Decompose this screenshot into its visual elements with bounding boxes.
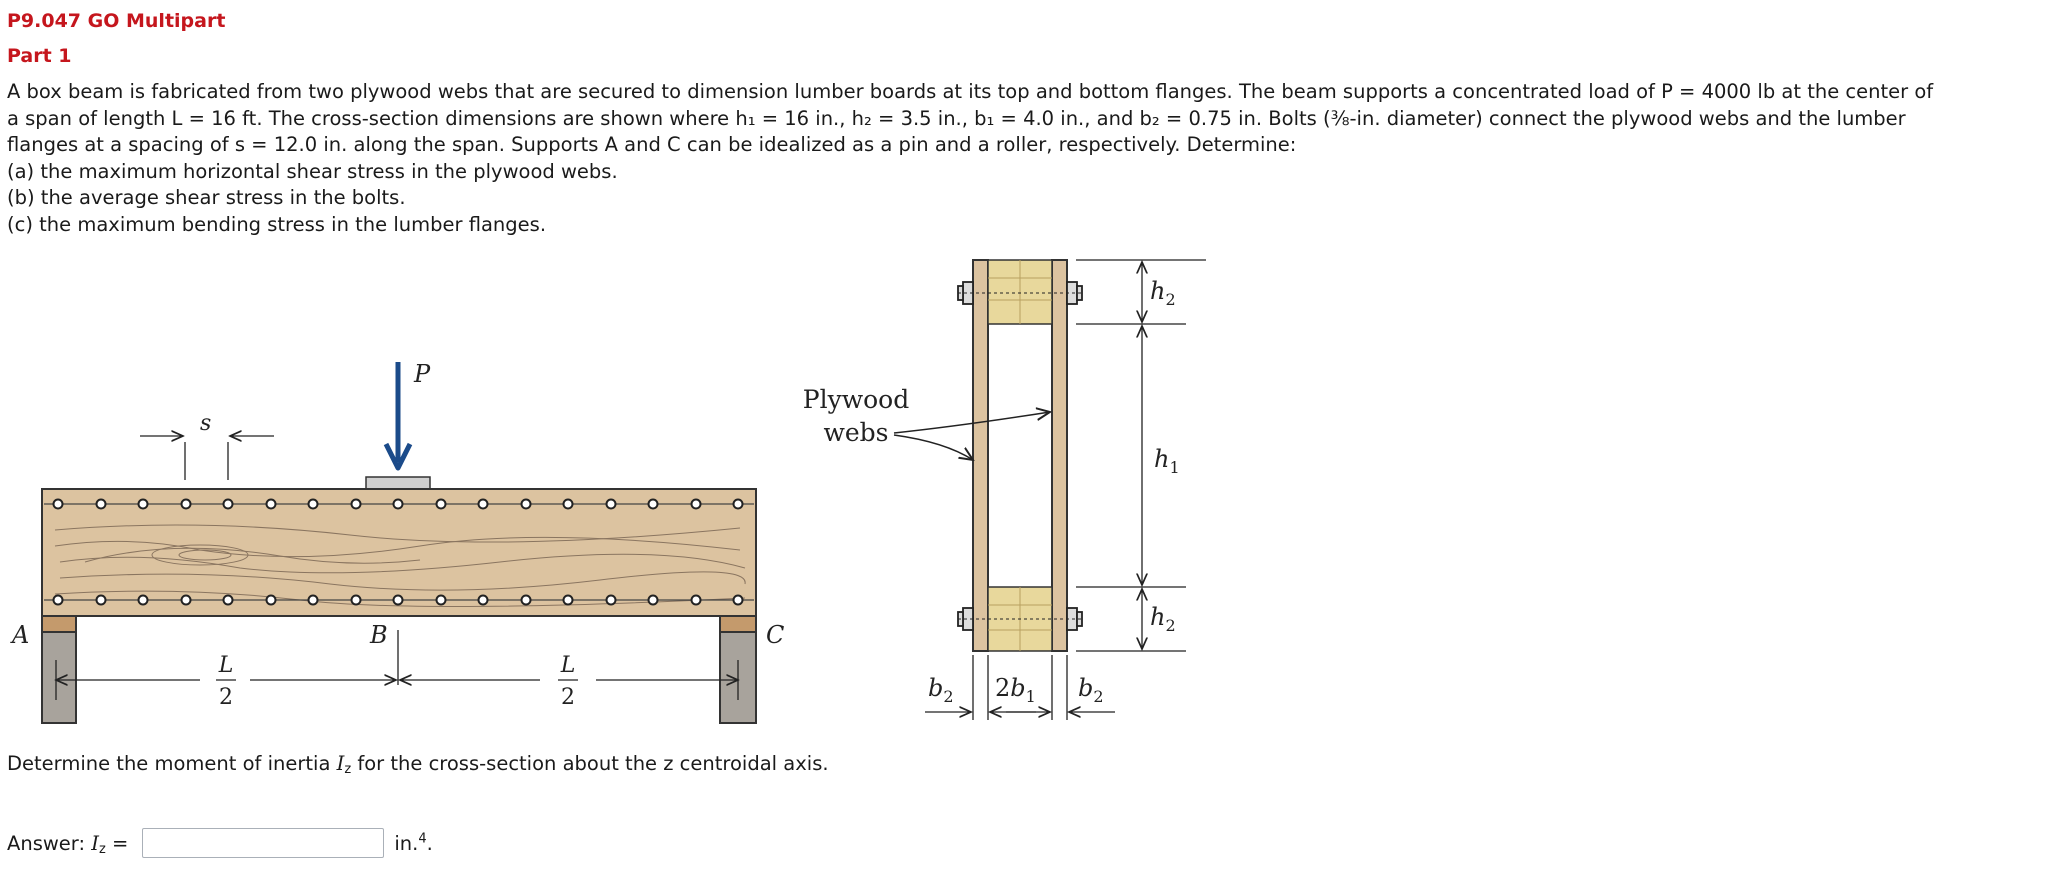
answer-label: Answer: $I_z$ = (7, 831, 129, 857)
h2-top-label: $h_2$ (1150, 277, 1176, 309)
span-half-left-den: 2 (219, 685, 233, 710)
question-a: (a) the maximum horizontal shear stress in the plywood webs. (7, 159, 618, 183)
plywood-label-line1: Plywood (802, 385, 910, 414)
span-half-right-den: 2 (561, 685, 575, 710)
b1-label: $2b_1$ (995, 674, 1036, 706)
b2-right-label: $b_2$ (1078, 674, 1104, 706)
beam-figure (0, 250, 1240, 730)
answer-unit: in.$^4$. (394, 831, 433, 855)
problem-line-2: a span of length L = 16 ft. The cross-section dimensions are shown where h₁ = 16 in., h₂ = 3.5 in., b₁ = 4.0 in., and b₂ = 0.75 in. Bolts (⅜-in. diameter) connect the plywood webs and the lumber (7, 106, 1906, 130)
question-b: (b) the average shear stress in the bolts. (7, 186, 406, 209)
load-label: P (414, 360, 431, 388)
span-half-left-num: L (218, 653, 234, 678)
spacing-label: s (200, 411, 212, 436)
support-a-label: A (12, 621, 30, 649)
answer-input[interactable] (142, 828, 384, 858)
question-c: (c) the maximum bending stress in the lumber flanges. (7, 212, 547, 236)
beam-side-view (10, 360, 784, 723)
h2-bottom-label: $h_2$ (1150, 603, 1176, 635)
b2-left-label: $b_2$ (928, 674, 954, 706)
question-prompt: Determine the moment of inertia $I_z$ for the cross-section about the z centroidal axis. (7, 752, 829, 777)
span-half-right-num: L (560, 653, 576, 678)
plywood-web-right (1052, 260, 1067, 651)
problem-title: P9.047 GO Multipart (7, 10, 226, 32)
problem-line-1: A box beam is fabricated from two plywood webs that are secured to dimension lumber boards at its top and bottom flanges. The beam supports a concentrated load of P = 4000 lb at the center of (7, 80, 1934, 103)
problem-statement (7, 79, 2037, 238)
answer-row (7, 828, 433, 858)
load-arrow (386, 362, 410, 468)
plywood-label-line2: webs (823, 418, 889, 447)
support-c-label: C (766, 621, 785, 649)
cross-section (803, 260, 1206, 720)
h1-label: $h_1$ (1154, 445, 1180, 477)
problem-line-3: flanges at a spacing of s = 12.0 in. along the span. Supports A and C can be idealized as a pin and a roller, respectively. Determine: (7, 133, 1297, 156)
point-b-label: B (370, 621, 388, 649)
plywood-web-left (973, 260, 988, 651)
part-heading: Part 1 (7, 45, 72, 67)
